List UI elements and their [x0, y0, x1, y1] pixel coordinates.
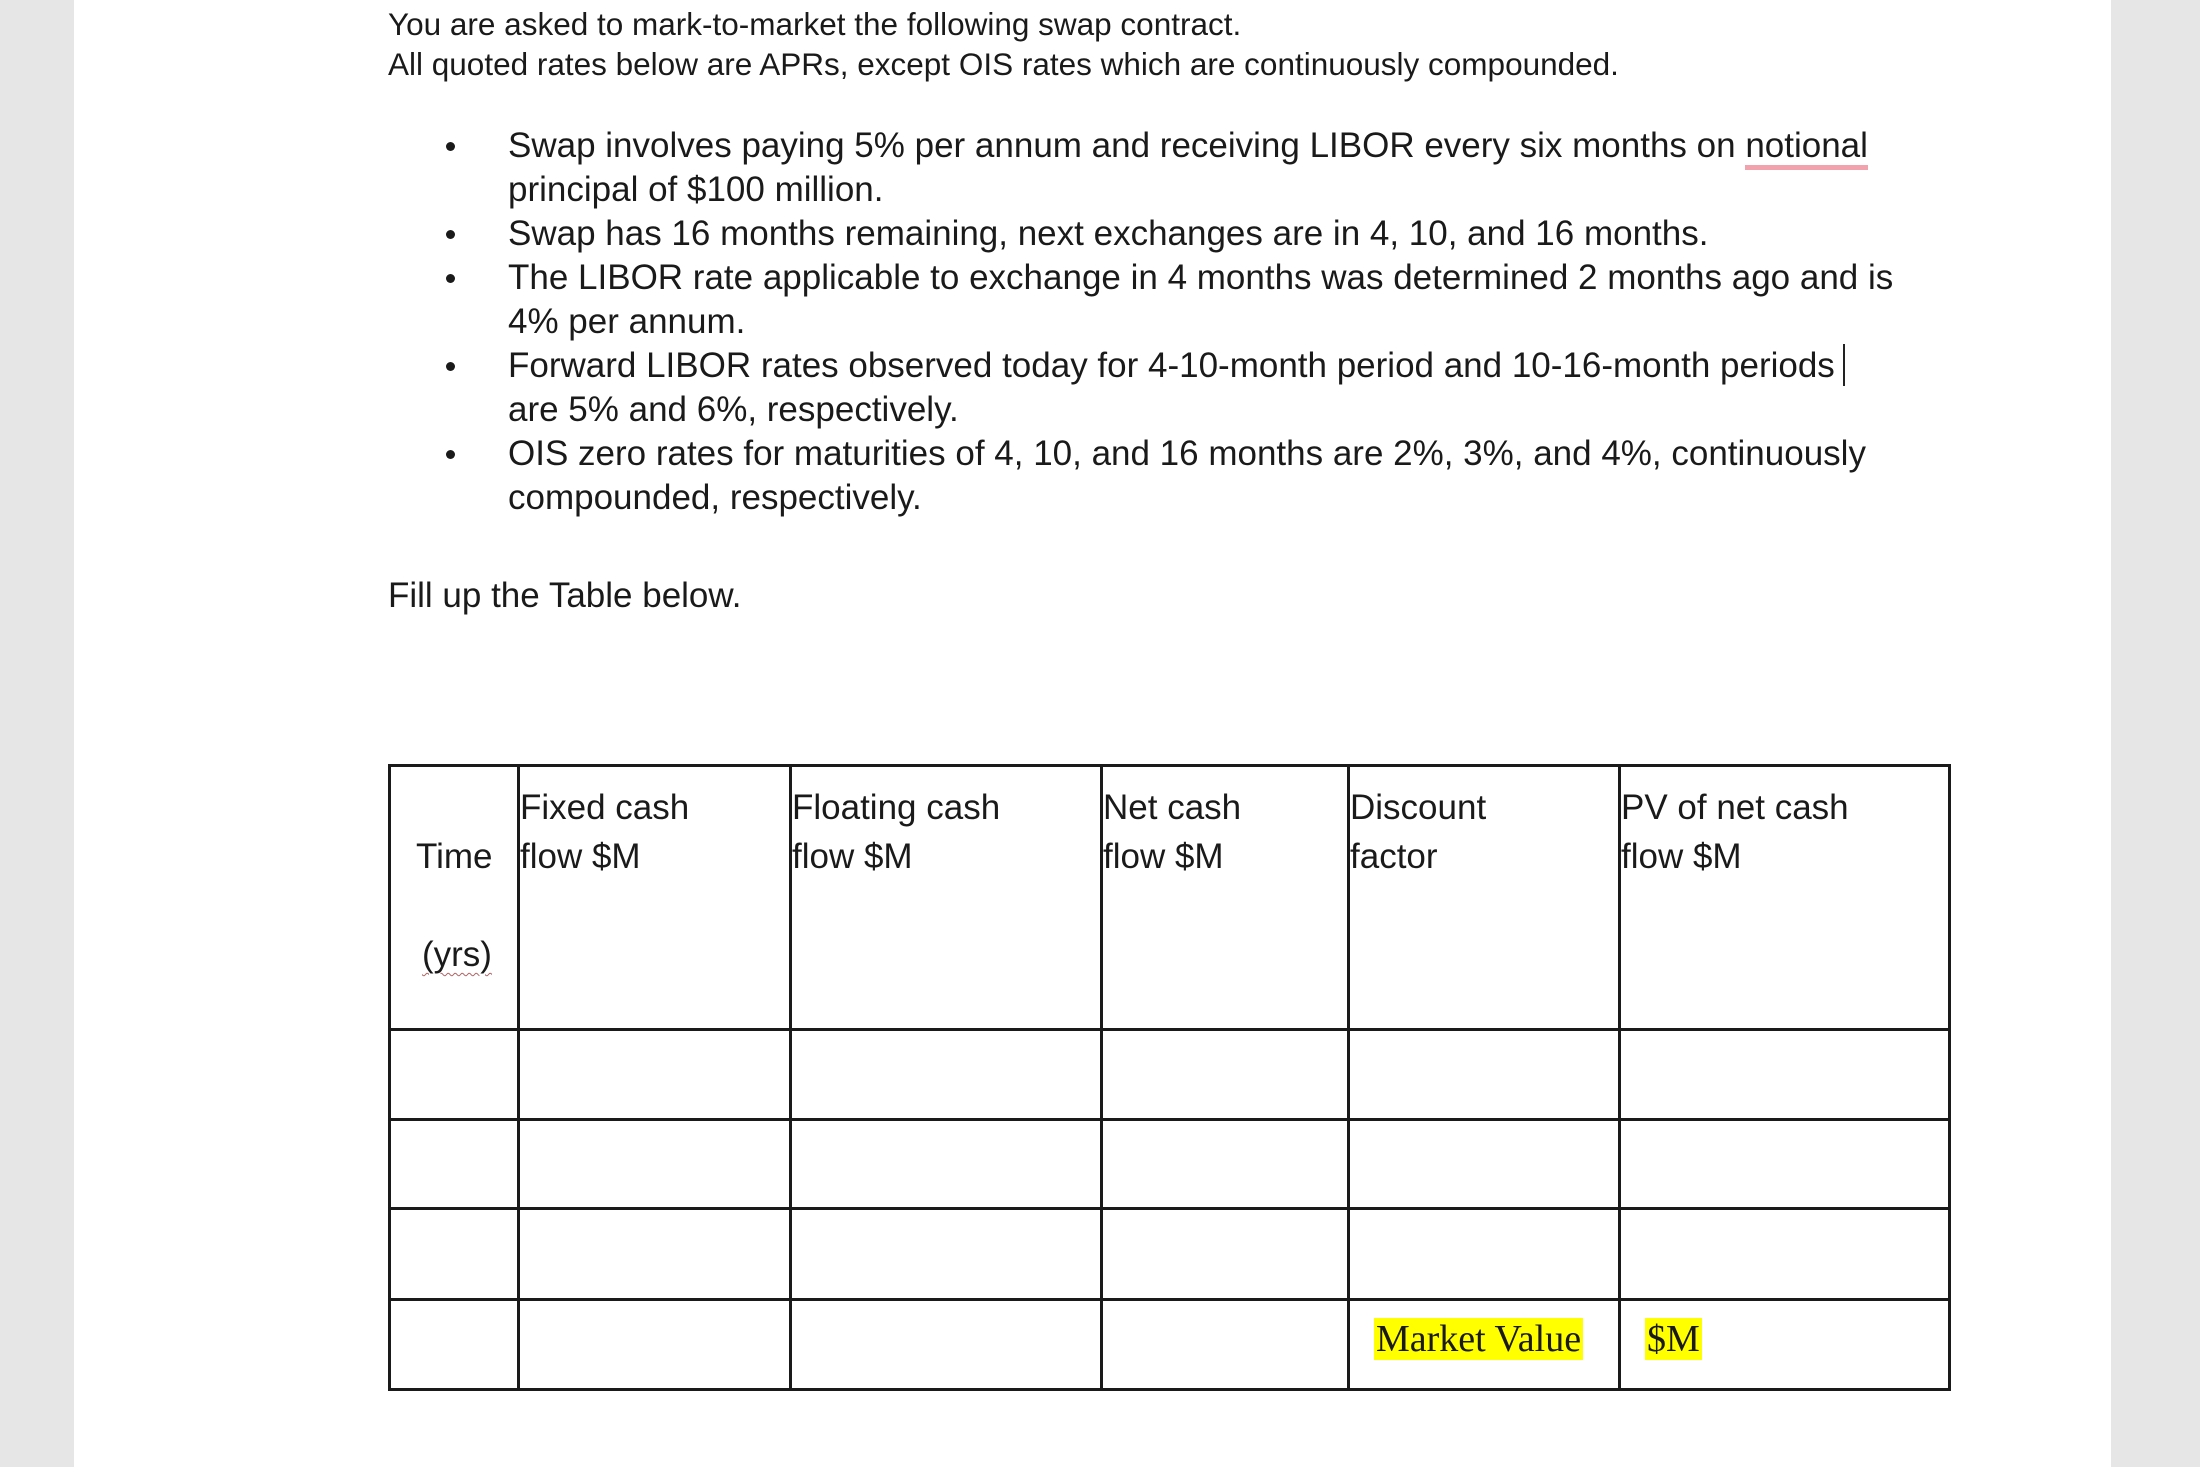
header-pv-net-cash-flow: PV of net cash flow $M [1620, 766, 1950, 1030]
table-row [390, 1120, 1950, 1209]
text-cursor [1843, 344, 1845, 386]
table-cell[interactable] [390, 1300, 519, 1390]
header-discount-factor: Discount factor [1349, 766, 1620, 1030]
intro-line-2: All quoted rates below are APRs, except OIS rates which are continuously compounded. [388, 46, 1619, 82]
market-value-unit: $M [1647, 1318, 1700, 1360]
table-cell[interactable] [791, 1120, 1102, 1209]
bullet-icon [446, 450, 455, 459]
bullet-text: 4% per annum. [508, 302, 746, 341]
intro-line-1: You are asked to mark-to-market the following swap contract. [388, 6, 1242, 42]
table-cell[interactable] [390, 1209, 519, 1300]
header-floating-cash-flow: Floating cash flow $M [791, 766, 1102, 1030]
intro-text [388, 4, 1619, 84]
bullet-item [388, 256, 1988, 344]
table-header-row [390, 766, 1950, 1030]
bullet-text: Swap has 16 months remaining, next exchanges are in 4, 10, and 16 months. [508, 214, 1709, 253]
bullet-icon [446, 274, 455, 283]
market-value-label-cell[interactable] [1349, 1300, 1620, 1390]
table-cell[interactable] [519, 1209, 791, 1300]
table-cell[interactable] [791, 1209, 1102, 1300]
table-cell[interactable] [1102, 1300, 1349, 1390]
header-net-cash-flow: Net cash flow $M [1102, 766, 1349, 1030]
bullet-text: are 5% and 6%, respectively. [508, 390, 959, 429]
table-cell[interactable] [1349, 1030, 1620, 1120]
table-row [390, 1209, 1950, 1300]
header-time-unit: (yrs) [422, 935, 492, 974]
header-time: Time (yrs) [390, 766, 519, 1030]
bullet-item [388, 432, 1988, 520]
table-cell[interactable] [390, 1120, 519, 1209]
document-page [74, 0, 2111, 1467]
market-value-cell[interactable] [1620, 1300, 1950, 1390]
header-fixed-cash-flow: Fixed cash flow $M [519, 766, 791, 1030]
market-value-row [390, 1300, 1950, 1390]
bullet-text: The LIBOR rate applicable to exchange in 4 months was determined 2 months ago and is [508, 258, 1894, 297]
bullet-text: principal of $100 million. [508, 170, 884, 209]
market-value-label: Market Value [1376, 1318, 1582, 1360]
bullet-item [388, 124, 1988, 212]
table-cell[interactable] [1102, 1209, 1349, 1300]
table-cell[interactable] [1349, 1120, 1620, 1209]
table-cell[interactable] [1102, 1120, 1349, 1209]
table-cell[interactable] [519, 1030, 791, 1120]
bullet-icon [446, 362, 455, 371]
table-cell[interactable] [1102, 1030, 1349, 1120]
table-cell[interactable] [1620, 1030, 1950, 1120]
bullet-item [388, 344, 1988, 432]
table-cell[interactable] [1620, 1209, 1950, 1300]
table-cell[interactable] [791, 1030, 1102, 1120]
table-row [390, 1030, 1950, 1120]
swap-valuation-table [388, 764, 1951, 1391]
bullet-text: OIS zero rates for maturities of 4, 10, and 16 months are 2%, 3%, and 4%, continuously [508, 434, 1866, 473]
table-cell[interactable] [791, 1300, 1102, 1390]
bullet-item [388, 212, 1988, 256]
bullet-text: Forward LIBOR rates observed today for 4-10-month period and 10-16-month periods [508, 346, 1835, 385]
spellcheck-flagged-word[interactable]: notional [1745, 126, 1868, 170]
instruction-text: Fill up the Table below. [388, 576, 742, 615]
table-cell[interactable] [519, 1300, 791, 1390]
bullet-icon [446, 230, 455, 239]
assumptions-list [388, 124, 1988, 520]
bullet-text: compounded, respectively. [508, 478, 922, 517]
table-cell[interactable] [1349, 1209, 1620, 1300]
bullet-icon [446, 142, 455, 151]
table-cell[interactable] [519, 1120, 791, 1209]
table-cell[interactable] [1620, 1120, 1950, 1209]
bullet-text: Swap involves paying 5% per annum and receiving LIBOR every six months on [508, 126, 1746, 165]
table-cell[interactable] [390, 1030, 519, 1120]
